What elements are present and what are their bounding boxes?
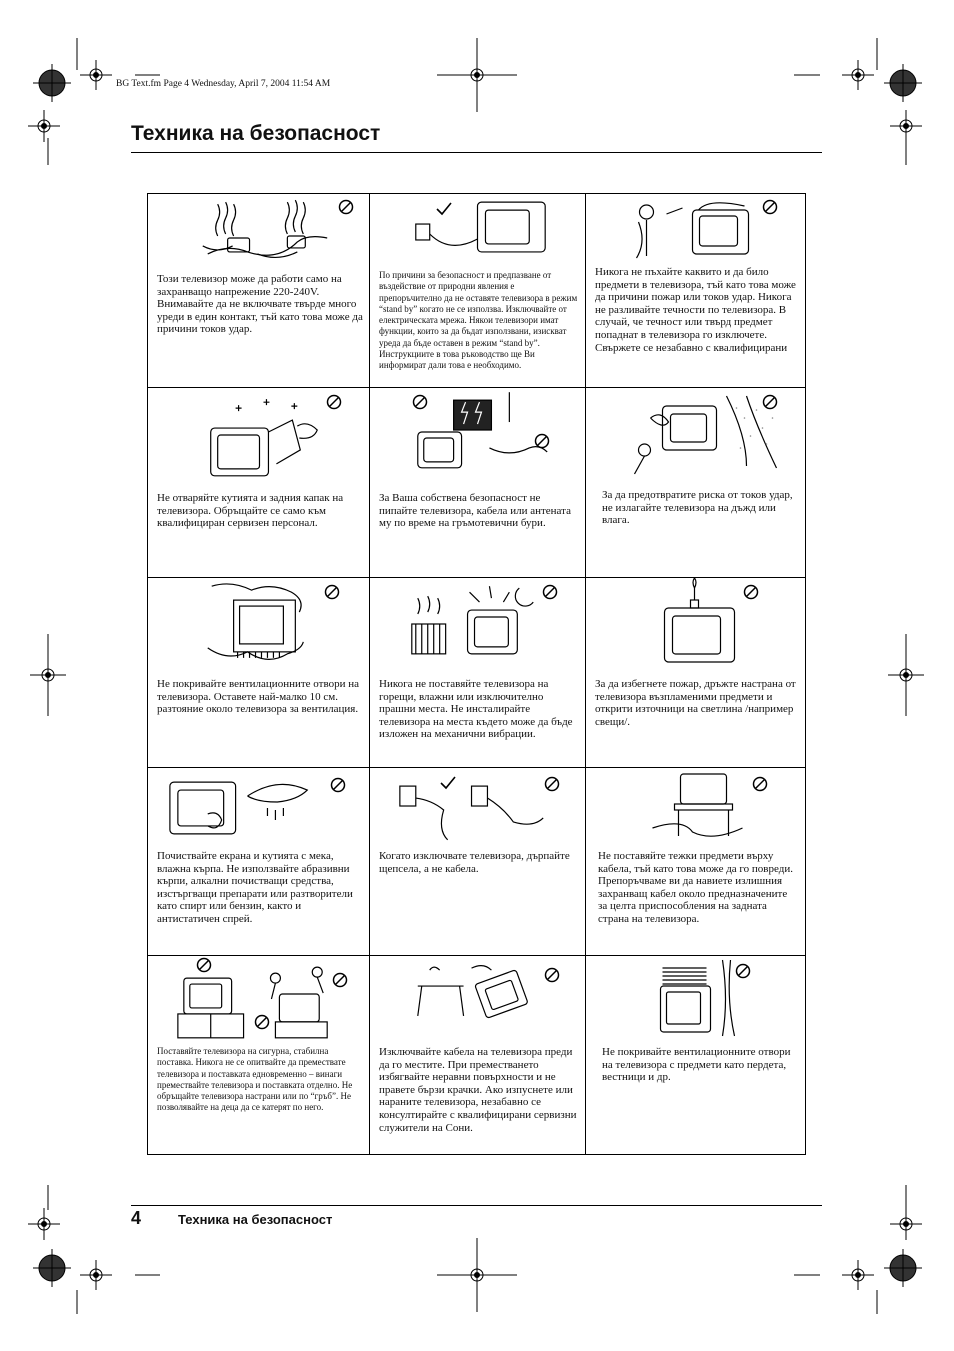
registration-mark-icon (28, 110, 60, 142)
prohibited-icon (338, 199, 354, 215)
prohibited-icon (762, 199, 778, 215)
prohibited-icon (412, 394, 428, 410)
registration-mark-icon (842, 1260, 874, 1290)
file-info-header: BG Text.fm Page 4 Wednesday, April 7, 2004 11:54 AM (116, 79, 331, 89)
safety-cell (586, 956, 805, 1154)
safety-cell (586, 768, 805, 956)
registration-mark-icon (884, 64, 922, 102)
safety-text: За Ваша собствена безопасност не пипайте телевизора, кабела или антената му по време на гръмотевични бури. (379, 492, 571, 530)
safety-text: По причини за безопасност и предпазване от въздействие от природни явления е препоръчително да не оставяте телевизора в режим “stand by” когато не се използва. Изключвайте от електрическата мрежа. Някои телевизори имат функции, които за да бъдат използвани, изискват уреда да бъде оставен в режим “stand by”. Инструкциите в това ръководство ще Ви информират дали това е необходимо. (379, 270, 578, 371)
registration-mark-icon (80, 1260, 112, 1290)
title-divider (131, 152, 822, 153)
safety-cell (148, 768, 370, 956)
footer-divider (131, 1205, 822, 1206)
curtain-cover-illustration (586, 956, 805, 1042)
safety-cell (370, 388, 586, 578)
safety-text: Не покривайте вентилационните отвори на телевизора с предмети като пердета, вестници и др. (602, 1046, 791, 1084)
safety-grid (147, 193, 806, 1155)
safety-text: За да избегнете пожар, дръжте настрана от телевизора възпламеними предмети и открити източници на светлина /например свещи/. (595, 678, 796, 728)
prohibited-icon (330, 777, 346, 793)
safety-text: Не поставяйте тежки предмети върху кабела, тъй като това може да го повреди. Препоръчваме ви да навиете излишния захранващ кабел около предназначените за целта приспособления на задната страна на телевизора. (598, 850, 793, 925)
prohibited-icon (544, 967, 560, 983)
prohibited-icon (324, 584, 340, 600)
tv-plug-illustration (370, 194, 585, 272)
lightning-storm-illustration (370, 388, 585, 478)
prohibited-icon (762, 394, 778, 410)
registration-mark-icon (842, 60, 874, 90)
safety-cell (370, 956, 586, 1154)
safety-text: Никога не пъхайте каквито и да било предмети в телевизора, тъй като това може да причини пожар или токов удар. Никога не разливайте течности по телевизора. В случай, че течност или твърд предмет попаднат в телевизора го изключете. Свържете се незабавно с квалифицирани (595, 266, 796, 354)
registration-mark-icon (33, 64, 71, 102)
prohibited-icon (544, 776, 560, 792)
prohibited-icon (743, 584, 759, 600)
safety-cell (586, 388, 805, 578)
safety-cell (148, 194, 370, 388)
safety-text: За да предотвратите риска от токов удар, не излагайте телевизора на дъжд или влага. (602, 489, 793, 527)
safety-text: Почиствайте екрана и кутията с мека, влажна кърпа. Не използвайте абразивни кърпи, алкални почистващи средства, изстъргващи препарати или разтворители като спирт или бензин, както и антистатичен спрей. (157, 850, 353, 925)
safety-cell (148, 578, 370, 768)
safety-text: Изключвайте кабела на телевизора преди да го местите. При преместването избягвайте неравни повърхности и не правете бързи крачки. Ако изпуснете или нараните телевизора, незабавно се консултирайте с квалифицирани сервизни служители на Сони. (379, 1046, 577, 1134)
safety-cell (370, 194, 586, 388)
safety-cell (148, 956, 370, 1154)
registration-mark-icon (890, 110, 922, 142)
prohibited-icon (534, 433, 550, 449)
page-title: Техника на безопасност (131, 122, 381, 145)
heavy-object-cable-illustration (586, 768, 805, 848)
registration-mark-icon (80, 60, 112, 90)
registration-mark-icon (437, 1238, 517, 1312)
prohibited-icon (326, 394, 342, 410)
prohibited-icon (254, 1014, 270, 1030)
footer-title: Техника на безопасност (178, 1212, 333, 1227)
registration-mark-icon (888, 634, 924, 716)
safety-text: Никога не поставяйте телевизора на горещи, влажни или изключително прашни места. Не инсталирайте телевизора на места където може да бъде изложен на механични вибрации. (379, 678, 573, 741)
safety-cell (148, 388, 370, 578)
registration-mark-icon (30, 634, 66, 716)
prohibited-icon (196, 957, 212, 973)
page-number: 4 (131, 1208, 142, 1228)
safety-text: Когато изключвате телевизора, дърпайте щепсела, а не кабела. (379, 850, 570, 875)
checkmark-icon (440, 776, 456, 790)
safety-cell (370, 768, 586, 956)
safety-cell (370, 578, 586, 768)
safety-text: Този телевизор може да работи само на захранващо напрежение 220-240V. Внимавайте да не включвате твърде много уреди в един контакт, тъй като това може да причини токов удар. (157, 273, 363, 336)
registration-mark-icon (884, 1249, 922, 1287)
registration-mark-icon (28, 1208, 60, 1240)
registration-mark-icon (33, 1249, 71, 1287)
prohibited-icon (332, 972, 348, 988)
safety-cell (586, 578, 805, 768)
safety-cell (586, 194, 805, 388)
safety-text: Поставяйте телевизора на сигурна, стабилна поставка. Никога не се опитвайте да премествате телевизора и поставката едновременно – винаги премествайте телевизора и поставката отделно. Не обръщайте телевизора настрани или по “гръб”. Не позволявайте на деца да се катерят по него. (157, 1046, 353, 1113)
prohibited-icon (542, 584, 558, 600)
safety-text: Не отваряйте кутията и задния капак на телевизора. Обръщайте се само към квалифициран сервизен персонал. (157, 492, 344, 530)
candle-tv-illustration (586, 578, 805, 668)
registration-mark-icon (890, 1208, 922, 1240)
prohibited-icon (735, 963, 751, 979)
registration-mark-icon (437, 38, 517, 112)
overloaded-outlet-illustration (148, 194, 369, 272)
safety-text: Не покривайте вентилационните отвори на телевизора. Оставете най-малко 10 см. разтояние около телевизора за вентилация. (157, 678, 359, 716)
checkmark-icon (436, 202, 452, 216)
prohibited-icon (752, 776, 768, 792)
